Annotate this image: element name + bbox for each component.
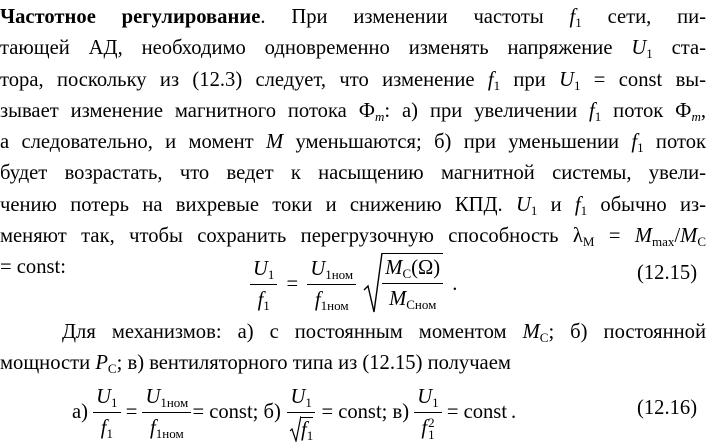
text-line-10: Для механизмов: а) с постоянным моментом $M_С$; б) постоянной <box>62 321 706 345</box>
text-line-3: тора, поскольку из (12.3) следует, что изменение $f_1$ при $U_1$ = const вы- <box>0 68 706 93</box>
text-line-2: тающей АД, необходимо одновременно изменять напряжение $U_1$ ста- <box>0 37 706 62</box>
fraction-u1-over-f1-a: $\frac{U_1}{f_1}$ <box>93 383 120 442</box>
fraction-u1-over-f1-squared: $U_1$ f 2 1 <box>414 383 441 442</box>
paragraph-frequency-control <box>0 2 706 284</box>
section-heading: Частотное регулирование <box>0 6 261 28</box>
text-line-8: меняют так, чтобы сохранить перегрузочную способность $\lambda_М = M_{max}/M_С$ <box>0 225 706 250</box>
sqrt-sign-icon <box>363 252 383 316</box>
equation-number-12-15: (12.15) <box>637 262 698 284</box>
fraction-u1-over-f1: $\frac{U_1}{f_1}$ <box>250 255 277 314</box>
fraction-u1nom-over-f1nom: $\frac{U_{1ном}}{f_{1ном}}$ <box>307 255 356 314</box>
equation-number-12-16: (12.16) <box>637 397 698 419</box>
text-line-6: будет возрастать, что ведет к насыщению магнитной системы, увели- <box>0 162 706 185</box>
fraction-u1-over-sqrt-f1: $\frac{U_1}{f_1}$ <box>286 383 316 442</box>
equation-12-15: $\frac{U_1}{f_1}$ = $\frac{U_{1ном}}{f_{1ном}}$ $\frac{M_С(\Omega)}{M_{Сном}}$ . <box>250 252 457 316</box>
fraction-mc-over-mcnom: $\frac{M_С(\Omega)}{M_{Сном}}$ <box>382 253 443 313</box>
text-line-9: = const: <box>0 256 66 279</box>
text-line-11: мощности $P_С$; в) вентиляторного типа из (12.15) получаем <box>0 352 511 377</box>
text-line-4: зывает изменение магнитного потока $Ф_m$: а) при увеличении $f_1$ поток $Ф_m$, <box>0 99 706 124</box>
equation-12-16: а) $\frac{U_1}{f_1}$ = $\frac{U_{1ном}}{f_{1ном}}$ = const; б) $\frac{U_1}{f_1}$ = const; в) $U_1$ f 2 1 = const . <box>72 383 516 442</box>
text-line-1: Частотное регулирование. При изменении частоты $f_1$ сети, пи- <box>0 6 707 30</box>
text-line-7: чению потерь на вихревые токи и снижению КПД. $U_1$ и $f_1$ обычно из- <box>0 193 706 218</box>
sqrt-sign-icon-small <box>289 414 301 442</box>
text-line-5: а следовательно, и момент M уменьшаются; б) при уменьшении $f_1$ поток <box>0 131 707 156</box>
paragraph-mechanisms <box>0 317 706 380</box>
fraction-u1nom-over-f1nom-a: $\frac{U_{1ном}}{f_{1ном}}$ <box>142 383 191 442</box>
